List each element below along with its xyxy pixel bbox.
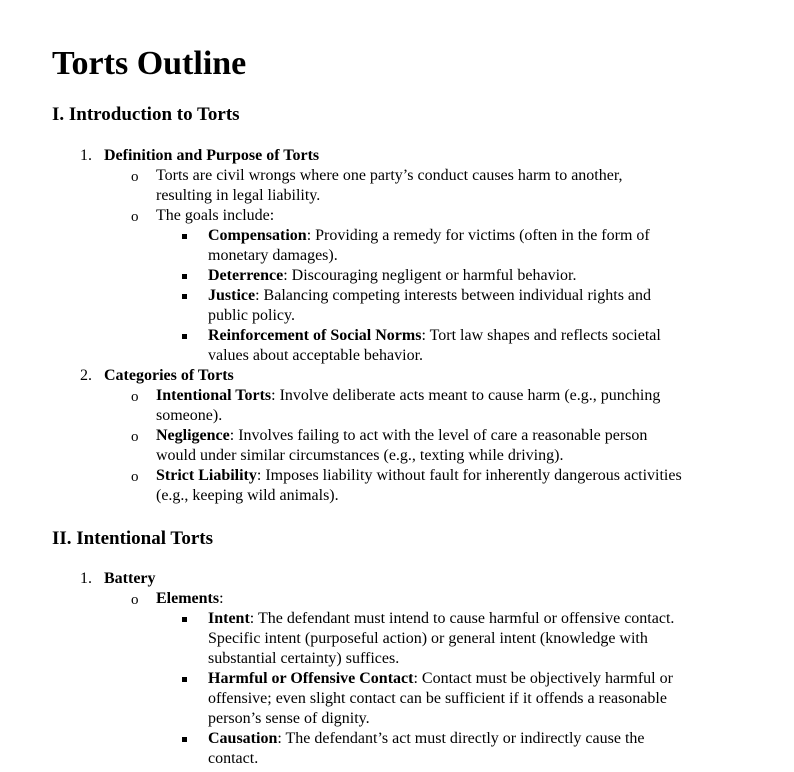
sub-bullet-text [208, 729, 645, 749]
bullet-text: would under similar circumstances (e.g., texting while driving). [156, 447, 564, 464]
sub-bullet-line: : Providing a remedy for victims (often in the form of [306, 227, 650, 244]
bullet-line: : Involve deliberate acts meant to cause harm (e.g., punching [271, 387, 661, 404]
sub-bullet-text [208, 266, 576, 286]
square-bullet-icon [182, 737, 187, 742]
term-intent: Intent [208, 610, 250, 627]
circle-bullet-icon: o [131, 429, 139, 445]
list-number: 1. [80, 147, 92, 164]
bullet-text: The goals include: [156, 207, 275, 224]
term-strict-liability: Strict Liability [156, 467, 257, 484]
sub-bullet-text [208, 609, 674, 629]
sub-bullet-text: offensive; even slight contact can be sufficient if it offends a reasonable [208, 690, 667, 707]
list-number: 2. [80, 367, 92, 384]
term-compensation: Compensation [208, 227, 307, 244]
bullet-line: : Involves failing to act with the level of care a reasonable person [229, 427, 648, 444]
sub-bullet-text [208, 669, 673, 689]
sub-bullet-line: : The defendant’s act must directly or indirectly cause the [277, 730, 645, 747]
sub-bullet-line: : Balancing competing interests between individual rights and [255, 287, 652, 304]
list-item-title-categories: Categories of Torts [104, 367, 234, 384]
term-negligence: Negligence [156, 427, 230, 444]
bullet-text [156, 466, 682, 486]
sub-bullet-text: contact. [208, 750, 259, 767]
sub-bullet-text: monetary damages). [208, 247, 338, 264]
sub-bullet-text: values about acceptable behavior. [208, 347, 424, 364]
square-bullet-icon [182, 294, 187, 299]
sub-bullet-line: : Contact must be objectively harmful or [413, 670, 673, 687]
bullet-text: resulting in legal liability. [156, 187, 321, 204]
sub-bullet-text [208, 326, 661, 346]
term-causation: Causation [208, 730, 278, 747]
circle-bullet-icon: o [131, 592, 139, 608]
term-harmful-or-offensive-contact: Harmful or Offensive Contact [208, 670, 414, 687]
sub-bullet-text: person’s sense of dignity. [208, 710, 370, 727]
sub-bullet-line: : Discouraging negligent or harmful behavior. [283, 267, 577, 284]
sub-bullet-text [208, 226, 650, 246]
square-bullet-icon [182, 234, 187, 239]
sub-bullet-text [208, 286, 651, 306]
bullet-text: someone). [156, 407, 223, 424]
square-bullet-icon [182, 274, 187, 279]
term-reinforcement-of-social-norms: Reinforcement of Social Norms [208, 327, 422, 344]
bullet-text: Torts are civil wrongs where one party’s conduct causes harm to another, [156, 167, 623, 184]
sub-bullet-line: : Tort law shapes and reflects societal [421, 327, 661, 344]
sub-bullet-text: substantial certainty) suffices. [208, 650, 400, 667]
list-item-title-battery: Battery [104, 570, 156, 587]
list-item-title-definition: Definition and Purpose of Torts [104, 147, 320, 164]
bullet-text [156, 426, 647, 446]
circle-bullet-icon: o [131, 209, 139, 225]
list-number: 1. [80, 570, 92, 587]
term-justice: Justice [208, 287, 256, 304]
bullet-line: : Imposes liability without fault for inherently dangerous activities [256, 467, 682, 484]
circle-bullet-icon: o [131, 389, 139, 405]
square-bullet-icon [182, 677, 187, 682]
document-title: Torts Outline [52, 45, 247, 82]
circle-bullet-icon: o [131, 469, 139, 485]
bullet-text [156, 386, 660, 406]
sub-bullet-line: : The defendant must intend to cause harmful or offensive contact. [249, 610, 675, 627]
bullet-text [156, 589, 224, 609]
section-heading-intentional-torts: II. Intentional Torts [52, 528, 214, 549]
term-deterrence: Deterrence [208, 267, 284, 284]
term-intentional-torts: Intentional Torts [156, 387, 272, 404]
sub-bullet-text: Specific intent (purposeful action) or general intent (knowledge with [208, 630, 648, 647]
bullet-text: (e.g., keeping wild animals). [156, 487, 339, 504]
sub-bullet-text: public policy. [208, 307, 295, 324]
section-heading-introduction: I. Introduction to Torts [52, 104, 240, 125]
term-elements: Elements [156, 590, 220, 607]
circle-bullet-icon: o [131, 169, 139, 185]
square-bullet-icon [182, 617, 187, 622]
bullet-line: : [219, 590, 224, 607]
square-bullet-icon [182, 334, 187, 339]
